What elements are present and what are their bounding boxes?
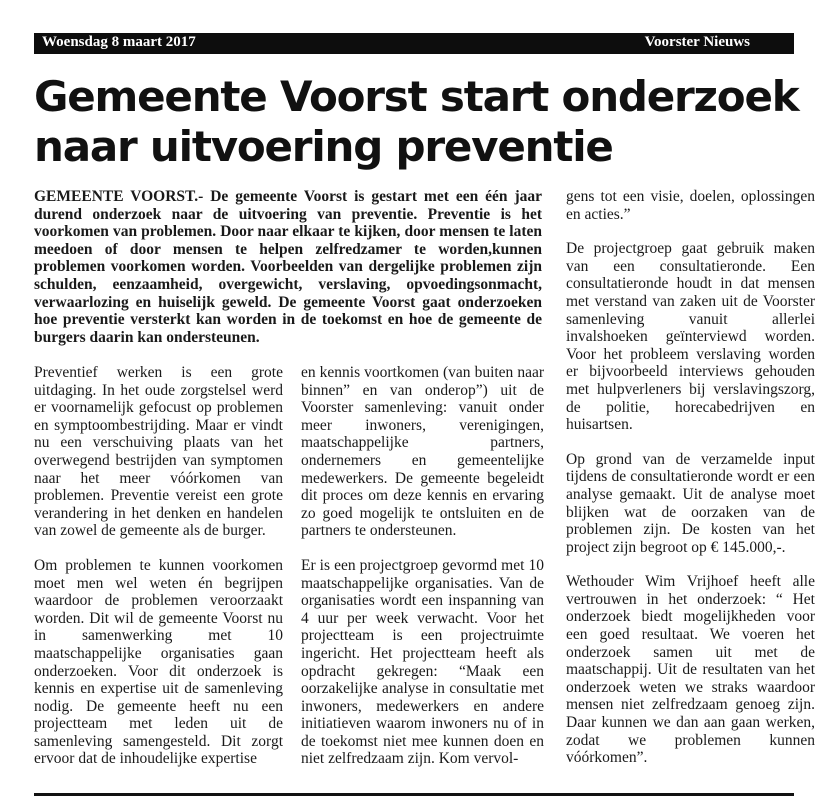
bottom-divider (34, 793, 794, 796)
column3-paragraph-3: Op grond van de verzamelde input tijdens de consultatieronde wordt er een analyse gemaakt. Uit de analyse moet blijken wat de oorzaken van de problemen zijn. De kosten van het project zijn begroot op € 145.000,-. (566, 450, 815, 556)
column2-paragraph-2: Er is een projectgroep gevormd met 10 maatschappelijke organisaties. Van de organisaties wordt een inspanning van 4 uur per week verwacht. Voor het projectteam is een projectruimte ingericht. Het projectteam heeft als opdracht gekregen: “Maak een oorzakelijke analyse in consultatie met inwoners, medewerkers en andere initiatieven waarom inwoners nu of in de toekomst niet mee kunnen doen en niet zelfredzaam zijn. Kom vervol- (301, 556, 544, 768)
article-column-1 (34, 364, 283, 768)
column1-paragraph-1: Preventief werken is een grote uitdaging. In het oude zorgstelsel werd er voornamelijk gefocust op problemen en symptoombestrijding. Maar er vindt nu een verschuiving plaats van het overwegend bestrijden van symptomen naar het meer vóórkomen van problemen. Preventie vereist een grote verandering in het denken en handelen van zowel de gemeente als de burger. (34, 364, 283, 540)
column3-paragraph-2: De projectgroep gaat gebruik maken van een consultatieronde. Een consultatieronde houdt in dat mensen met verstand van zaken uit de Voorster samenleving vanuit allerlei invalshoeken geïnterviewd worden. Voor het probleem verslaving worden er bijvoorbeeld interviews gehouden met hulpverleners bij verslavingszorg, de politie, horecabedrijven en huisartsen. (566, 240, 815, 434)
article-column-3 (566, 188, 815, 767)
article-lead (34, 188, 542, 346)
column2-paragraph-1: en kennis voortkomen (van buiten naar binnen” en van onderop”) uit de Voorster samenleving: vanuit onder meer inwoners, verenigingen, maatschappelijke partners, ondernemers en gemeentelijke medewerkers. De gemeente begeleidt dit proces om deze kennis en ervaring zo goed mogelijk te ontsluiten en de partners te ondersteunen. (301, 364, 544, 540)
issue-date: Woensdag 8 maart 2017 (42, 34, 196, 50)
article-headline: Gemeente Voorst start onderzoek naar uitvoering preventie (34, 72, 799, 171)
column3-paragraph-4: Wethouder Wim Vrijhoef heeft alle vertrouwen in het onderzoek: “ Het onderzoek biedt mogelijkheden voor een goed resultaat. We voeren het onderzoek samen uit met de maatschappij. Uit de resultaten van het onderzoek weten we straks waardoor mensen niet zelfredzaam genoeg zijn. Daar kunnen we dan aan gaan werken, zodat we problemen kunnen vóórkomen”. (566, 573, 815, 767)
column1-paragraph-2: Om problemen te kunnen voorkomen moet men wel weten én begrijpen waardoor de problemen veroorzaakt worden. Dit wil de gemeente Voorst nu in samenwerking met 10 maatschappelijke organisaties gaan onderzoeken. Voor dit onderzoek is kennis en expertise uit de samenleving nodig. De gemeente heeft nu een projectteam met leden uit de samenleving samengesteld. Dit zorgt ervoor dat de inhoudelijke expertise (34, 556, 283, 768)
article-column-2 (301, 364, 544, 768)
newspaper-name: Voorster Nieuws (644, 34, 750, 50)
lead-paragraph: GEMEENTE VOORST.- De gemeente Voorst is gestart met een één jaar durend onderzoek naar de uitvoering van preventie. Preventie is het voorkomen van problemen. Door naar elkaar te kijken, door mensen te laten meedoen of door mensen te helpen zelfredzamer te worden,kunnen problemen voorkomen worden. Voorbeelden van dergelijke problemen zijn schulden, eenzaamheid, overgewicht, verslaving, opvoedingsonmacht, verwaarlozing en huiselijk geweld. De gemeente Voorst gaat onderzoeken hoe preventie versterkt kan worden in de toekomst en hoe de gemeente de burgers daarin kan ondersteunen. (34, 188, 542, 346)
newspaper-header-bar (34, 33, 794, 54)
column3-paragraph-1: gens tot een visie, doelen, oplossingen en acties.” (566, 188, 815, 223)
